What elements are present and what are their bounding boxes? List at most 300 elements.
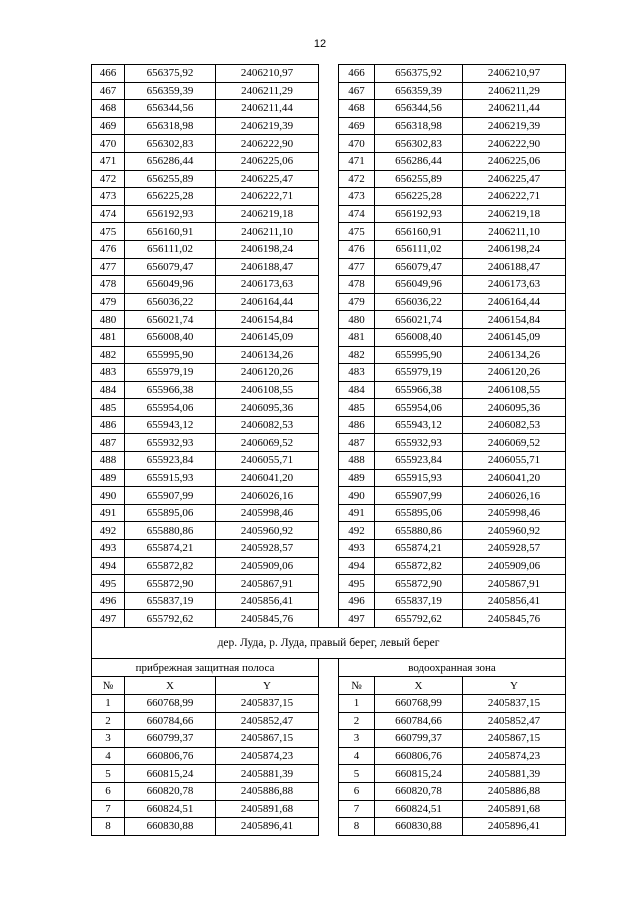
- point-number: 479: [92, 293, 125, 311]
- coord-x: 655923,84: [125, 452, 216, 470]
- section-title: дер. Луда, р. Луда, правый берег, левый берег: [92, 628, 566, 659]
- coord-y: 2405909,06: [463, 557, 566, 575]
- table-row: [92, 747, 566, 765]
- separator: [319, 540, 339, 558]
- coord-y: 2406041,20: [463, 469, 566, 487]
- separator: [319, 782, 339, 800]
- coordinates-table: [91, 64, 566, 836]
- table-row: [92, 730, 566, 748]
- coord-x: 660799,37: [375, 730, 463, 748]
- coord-x: 660830,88: [125, 818, 216, 836]
- coord-y: 2406069,52: [463, 434, 566, 452]
- point-number: 481: [92, 328, 125, 346]
- coord-x: 660806,76: [125, 747, 216, 765]
- coord-x: 655966,38: [125, 381, 216, 399]
- table-row: [92, 522, 566, 540]
- coord-y: 2406210,97: [216, 65, 319, 83]
- coord-y: 2406055,71: [463, 452, 566, 470]
- coord-y: 2405837,15: [216, 695, 319, 713]
- point-number: 491: [339, 504, 375, 522]
- coord-x: 655880,86: [125, 522, 216, 540]
- point-number: 482: [339, 346, 375, 364]
- point-number: 484: [92, 381, 125, 399]
- coord-x: 655966,38: [375, 381, 463, 399]
- coord-x: 656008,40: [125, 328, 216, 346]
- coord-x: 655880,86: [375, 522, 463, 540]
- coord-y: 2406095,36: [463, 399, 566, 417]
- coord-y: 2405891,68: [463, 800, 566, 818]
- point-number: 477: [339, 258, 375, 276]
- coord-x: 656302,83: [375, 135, 463, 153]
- separator: [319, 82, 339, 100]
- coord-y: 2405881,39: [216, 765, 319, 783]
- coord-x: 660824,51: [125, 800, 216, 818]
- table-row: [92, 364, 566, 382]
- coord-x: 656359,39: [125, 82, 216, 100]
- separator: [319, 311, 339, 329]
- coord-x: 655837,19: [375, 592, 463, 610]
- coord-y: 2406164,44: [463, 293, 566, 311]
- point-number: 478: [339, 276, 375, 294]
- coord-x: 660784,66: [125, 712, 216, 730]
- point-number: 475: [92, 223, 125, 241]
- coord-y: 2405960,92: [463, 522, 566, 540]
- table-row: [92, 381, 566, 399]
- coord-x: 656036,22: [375, 293, 463, 311]
- separator: [319, 610, 339, 628]
- coord-y: 2406120,26: [463, 364, 566, 382]
- table-row: [92, 311, 566, 329]
- separator: [319, 592, 339, 610]
- point-number: 470: [339, 135, 375, 153]
- coord-x: 655979,19: [125, 364, 216, 382]
- coord-x: 656359,39: [375, 82, 463, 100]
- coord-x: 655979,19: [375, 364, 463, 382]
- point-number: 2: [339, 712, 375, 730]
- coord-x: 655872,90: [125, 575, 216, 593]
- table-row: [92, 188, 566, 206]
- coord-y: 2406041,20: [216, 469, 319, 487]
- coord-y: 2406082,53: [463, 416, 566, 434]
- coord-y: 2406219,18: [216, 205, 319, 223]
- coord-y: 2405891,68: [216, 800, 319, 818]
- coord-x: 656344,56: [125, 100, 216, 118]
- point-number: 475: [339, 223, 375, 241]
- coord-y: 2406222,71: [463, 188, 566, 206]
- table-row: [92, 695, 566, 713]
- point-number: 471: [92, 152, 125, 170]
- coord-y: 2405837,15: [463, 695, 566, 713]
- point-number: 471: [339, 152, 375, 170]
- coord-x: 656049,96: [375, 276, 463, 294]
- point-number: 4: [339, 747, 375, 765]
- point-number: 480: [339, 311, 375, 329]
- header-y: Y: [216, 677, 319, 695]
- point-number: 6: [92, 782, 125, 800]
- table-row: [92, 346, 566, 364]
- coord-y: 2405867,91: [463, 575, 566, 593]
- coord-y: 2406219,39: [216, 117, 319, 135]
- point-number: 472: [92, 170, 125, 188]
- point-number: 496: [92, 592, 125, 610]
- coord-x: 660815,24: [125, 765, 216, 783]
- separator: [319, 765, 339, 783]
- separator: [319, 364, 339, 382]
- table-row: [92, 170, 566, 188]
- point-number: 495: [339, 575, 375, 593]
- coord-y: 2405874,23: [216, 747, 319, 765]
- separator: [319, 152, 339, 170]
- coord-y: 2405881,39: [463, 765, 566, 783]
- point-number: 484: [339, 381, 375, 399]
- coord-y: 2405928,57: [463, 540, 566, 558]
- point-number: 479: [339, 293, 375, 311]
- coord-y: 2406069,52: [216, 434, 319, 452]
- header-x: X: [125, 677, 216, 695]
- coord-x: 660806,76: [375, 747, 463, 765]
- point-number: 496: [339, 592, 375, 610]
- table-row: [92, 293, 566, 311]
- separator: [319, 205, 339, 223]
- header-number: №: [92, 677, 125, 695]
- coord-y: 2406225,06: [216, 152, 319, 170]
- table-row: [92, 223, 566, 241]
- table-row: [92, 800, 566, 818]
- separator: [319, 712, 339, 730]
- coord-y: 2405909,06: [216, 557, 319, 575]
- coord-x: 655872,90: [375, 575, 463, 593]
- point-number: 494: [339, 557, 375, 575]
- coord-y: 2406188,47: [463, 258, 566, 276]
- separator: [319, 328, 339, 346]
- coord-x: 660799,37: [125, 730, 216, 748]
- coord-y: 2406082,53: [216, 416, 319, 434]
- point-number: 497: [92, 610, 125, 628]
- table-row: [92, 487, 566, 505]
- coord-x: 656286,44: [375, 152, 463, 170]
- table-row: [92, 818, 566, 836]
- point-number: 473: [92, 188, 125, 206]
- coord-x: 656192,93: [125, 205, 216, 223]
- separator: [319, 487, 339, 505]
- point-number: 485: [339, 399, 375, 417]
- coord-y: 2405856,41: [216, 592, 319, 610]
- coord-y: 2405886,88: [463, 782, 566, 800]
- point-number: 2: [92, 712, 125, 730]
- separator: [319, 381, 339, 399]
- separator: [319, 117, 339, 135]
- table-row: [92, 82, 566, 100]
- point-number: 489: [339, 469, 375, 487]
- table-row: [92, 100, 566, 118]
- coord-x: 656318,98: [375, 117, 463, 135]
- point-number: 467: [339, 82, 375, 100]
- coord-y: 2406225,47: [463, 170, 566, 188]
- point-number: 472: [339, 170, 375, 188]
- separator: [319, 293, 339, 311]
- coord-x: 656286,44: [125, 152, 216, 170]
- point-number: 5: [339, 765, 375, 783]
- point-number: 473: [339, 188, 375, 206]
- coord-y: 2405867,15: [463, 730, 566, 748]
- separator: [319, 240, 339, 258]
- point-number: 477: [92, 258, 125, 276]
- separator: [319, 135, 339, 153]
- coord-x: 656111,02: [125, 240, 216, 258]
- point-number: 469: [339, 117, 375, 135]
- point-number: 1: [339, 695, 375, 713]
- point-number: 495: [92, 575, 125, 593]
- coord-x: 655954,06: [375, 399, 463, 417]
- coord-x: 655923,84: [375, 452, 463, 470]
- coordinates-part1: [92, 65, 566, 628]
- separator: [319, 677, 339, 695]
- right-caption: водоохранная зона: [339, 659, 566, 677]
- coord-y: 2406211,44: [216, 100, 319, 118]
- point-number: 5: [92, 765, 125, 783]
- separator: [319, 730, 339, 748]
- separator: [319, 747, 339, 765]
- coord-x: 656375,92: [125, 65, 216, 83]
- coord-x: 656255,89: [125, 170, 216, 188]
- point-number: 476: [92, 240, 125, 258]
- coord-y: 2406145,09: [463, 328, 566, 346]
- coord-y: 2406164,44: [216, 293, 319, 311]
- separator: [319, 223, 339, 241]
- point-number: 493: [339, 540, 375, 558]
- coord-x: 656344,56: [375, 100, 463, 118]
- section-header: [92, 628, 566, 695]
- coord-x: 655915,93: [125, 469, 216, 487]
- header-y: Y: [463, 677, 566, 695]
- coord-x: 656255,89: [375, 170, 463, 188]
- coord-x: 655872,82: [125, 557, 216, 575]
- point-number: 3: [92, 730, 125, 748]
- separator: [319, 65, 339, 83]
- coord-x: 660820,78: [375, 782, 463, 800]
- header-x: X: [375, 677, 463, 695]
- coord-y: 2405852,47: [216, 712, 319, 730]
- point-number: 486: [339, 416, 375, 434]
- table-row: [92, 117, 566, 135]
- coord-x: 655792,62: [125, 610, 216, 628]
- separator: [319, 276, 339, 294]
- coord-y: 2405960,92: [216, 522, 319, 540]
- table-row: [92, 434, 566, 452]
- table-row: [92, 416, 566, 434]
- point-number: 486: [92, 416, 125, 434]
- coord-x: 655874,21: [125, 540, 216, 558]
- point-number: 492: [92, 522, 125, 540]
- coord-y: 2405874,23: [463, 747, 566, 765]
- coord-y: 2405867,15: [216, 730, 319, 748]
- coord-x: 656318,98: [125, 117, 216, 135]
- coord-x: 656079,47: [375, 258, 463, 276]
- coord-x: 655954,06: [125, 399, 216, 417]
- coord-y: 2406173,63: [463, 276, 566, 294]
- coord-x: 660815,24: [375, 765, 463, 783]
- coord-y: 2406222,71: [216, 188, 319, 206]
- table-row: [92, 240, 566, 258]
- coord-y: 2405886,88: [216, 782, 319, 800]
- coord-x: 660820,78: [125, 782, 216, 800]
- table-row: [92, 557, 566, 575]
- point-number: 8: [339, 818, 375, 836]
- separator: [319, 399, 339, 417]
- coord-y: 2405928,57: [216, 540, 319, 558]
- table-row: [92, 152, 566, 170]
- coord-x: 660824,51: [375, 800, 463, 818]
- point-number: 497: [339, 610, 375, 628]
- point-number: 487: [92, 434, 125, 452]
- coord-x: 655874,21: [375, 540, 463, 558]
- point-number: 7: [92, 800, 125, 818]
- coord-x: 655792,62: [375, 610, 463, 628]
- point-number: 488: [92, 452, 125, 470]
- point-number: 7: [339, 800, 375, 818]
- coord-y: 2406108,55: [216, 381, 319, 399]
- coord-x: 655907,99: [375, 487, 463, 505]
- coord-y: 2405867,91: [216, 575, 319, 593]
- point-number: 1: [92, 695, 125, 713]
- coord-y: 2406173,63: [216, 276, 319, 294]
- point-number: 468: [92, 100, 125, 118]
- separator: [319, 522, 339, 540]
- coord-y: 2405845,76: [463, 610, 566, 628]
- coord-y: 2406211,29: [216, 82, 319, 100]
- coord-y: 2406211,44: [463, 100, 566, 118]
- coord-y: 2406154,84: [216, 311, 319, 329]
- coord-y: 2406188,47: [216, 258, 319, 276]
- point-number: 474: [339, 205, 375, 223]
- separator: [319, 504, 339, 522]
- point-number: 488: [339, 452, 375, 470]
- coord-x: 656375,92: [375, 65, 463, 83]
- table-row: [92, 782, 566, 800]
- coord-y: 2405998,46: [216, 504, 319, 522]
- point-number: 8: [92, 818, 125, 836]
- table-row: [92, 135, 566, 153]
- point-number: 490: [339, 487, 375, 505]
- coord-y: 2406055,71: [216, 452, 319, 470]
- coord-x: 655872,82: [375, 557, 463, 575]
- coord-x: 656111,02: [375, 240, 463, 258]
- coord-y: 2406225,47: [216, 170, 319, 188]
- point-number: 492: [339, 522, 375, 540]
- coord-y: 2406154,84: [463, 311, 566, 329]
- coord-x: 660830,88: [375, 818, 463, 836]
- separator: [319, 659, 339, 677]
- coord-x: 655932,93: [125, 434, 216, 452]
- coord-x: 656225,28: [125, 188, 216, 206]
- coord-x: 655895,06: [375, 504, 463, 522]
- point-number: 494: [92, 557, 125, 575]
- point-number: 3: [339, 730, 375, 748]
- point-number: 490: [92, 487, 125, 505]
- coord-y: 2406222,90: [463, 135, 566, 153]
- point-number: 483: [92, 364, 125, 382]
- separator: [319, 434, 339, 452]
- table-row: [92, 765, 566, 783]
- coord-x: 656049,96: [125, 276, 216, 294]
- coord-x: 656079,47: [125, 258, 216, 276]
- coord-x: 656036,22: [125, 293, 216, 311]
- table-row: [92, 205, 566, 223]
- point-number: 466: [339, 65, 375, 83]
- point-number: 493: [92, 540, 125, 558]
- coord-y: 2405852,47: [463, 712, 566, 730]
- point-number: 485: [92, 399, 125, 417]
- coord-x: 656225,28: [375, 188, 463, 206]
- coordinates-sheet: [91, 64, 565, 836]
- coord-x: 656008,40: [375, 328, 463, 346]
- point-number: 487: [339, 434, 375, 452]
- table-row: [92, 276, 566, 294]
- coord-x: 656302,83: [125, 135, 216, 153]
- coord-y: 2406198,24: [216, 240, 319, 258]
- coord-y: 2406120,26: [216, 364, 319, 382]
- coord-x: 655943,12: [125, 416, 216, 434]
- table-row: [92, 328, 566, 346]
- point-number: 4: [92, 747, 125, 765]
- separator: [319, 100, 339, 118]
- separator: [319, 416, 339, 434]
- coord-x: 655837,19: [125, 592, 216, 610]
- separator: [319, 452, 339, 470]
- coord-y: 2406211,10: [216, 223, 319, 241]
- coord-y: 2405856,41: [463, 592, 566, 610]
- point-number: 491: [92, 504, 125, 522]
- coord-y: 2405896,41: [216, 818, 319, 836]
- separator: [319, 346, 339, 364]
- point-number: 478: [92, 276, 125, 294]
- point-number: 489: [92, 469, 125, 487]
- coord-x: 660784,66: [375, 712, 463, 730]
- point-number: 480: [92, 311, 125, 329]
- separator: [319, 575, 339, 593]
- coord-y: 2406134,26: [463, 346, 566, 364]
- coord-x: 655895,06: [125, 504, 216, 522]
- coord-y: 2406219,39: [463, 117, 566, 135]
- coord-x: 656021,74: [125, 311, 216, 329]
- point-number: 6: [339, 782, 375, 800]
- table-row: [92, 592, 566, 610]
- separator: [319, 188, 339, 206]
- coord-x: 660768,99: [125, 695, 216, 713]
- coord-x: 656160,91: [375, 223, 463, 241]
- point-number: 470: [92, 135, 125, 153]
- coord-y: 2406026,16: [216, 487, 319, 505]
- coord-x: 656192,93: [375, 205, 463, 223]
- separator: [319, 469, 339, 487]
- table-row: [92, 258, 566, 276]
- point-number: 466: [92, 65, 125, 83]
- separator: [319, 695, 339, 713]
- point-number: 474: [92, 205, 125, 223]
- coord-y: 2406211,29: [463, 82, 566, 100]
- table-row: [92, 469, 566, 487]
- coord-y: 2406026,16: [463, 487, 566, 505]
- header-number: №: [339, 677, 375, 695]
- coord-x: 656021,74: [375, 311, 463, 329]
- coord-y: 2406225,06: [463, 152, 566, 170]
- point-number: 483: [339, 364, 375, 382]
- separator: [319, 818, 339, 836]
- coord-x: 655932,93: [375, 434, 463, 452]
- coord-y: 2406219,18: [463, 205, 566, 223]
- coord-y: 2406108,55: [463, 381, 566, 399]
- coordinates-part2: [92, 695, 566, 836]
